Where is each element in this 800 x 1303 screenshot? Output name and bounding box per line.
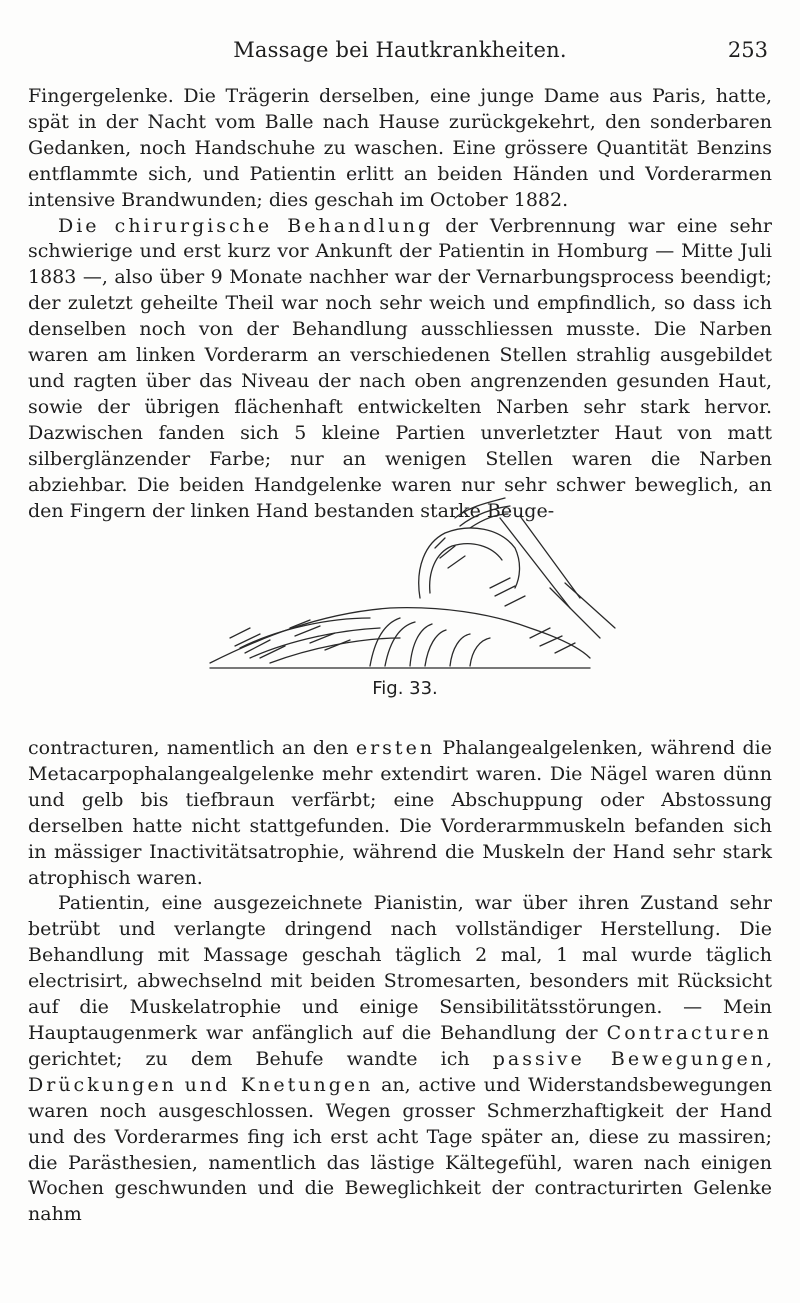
knuckle (410, 624, 432, 666)
page-number: 253 (727, 38, 768, 62)
wrist-line (520, 516, 580, 598)
knuckle (450, 634, 470, 666)
finger-line (270, 638, 400, 663)
paragraph-text: Fingergelenke. Die Trägerin derselben, eine junge Dame aus Paris, hatte, spät in der Nacht vom Balle nach Hause zurückgekehrt, den sonderbaren Gedanken, noch Handschuhe zu waschen. Eine grössere Quantität Benzins entflammte sich, und Patientin erlitt an beiden Händen und Vorderarmen intensive Brandwunden; dies geschah im October 1882. (28, 85, 772, 211)
shading (435, 538, 465, 568)
paragraph-text: , (765, 1047, 772, 1070)
paragraph-text: gerichtet; zu dem Behufe wandte ich (28, 1047, 493, 1070)
text-block-upper (28, 84, 772, 524)
spaced-emphasis: und Knetungen (184, 1073, 374, 1096)
paragraph-text: an, active und Widerstandsbewegungen waren noch ausgeschlossen. Wegen grosser Schmerzhaftigkeit der Hand und des Vorderarmes fing ich erst acht Tage später an, diese zu massiren; die Parästhesien, namentlich das lästige Kältegefühl, waren nach einigen Wochen geschwunden und die Beweglichkeit der contracturirten Gelenke nahm (28, 1073, 772, 1226)
spaced-emphasis: Die chirurgische Behandlung (58, 214, 434, 237)
paragraph-text: der Verbrennung war eine sehr schwierige und erst kurz vor Ankunft der Patientin in Homburg — Mitte Juli 1883 —, also über 9 Monate nachher war der Vernarbungsprocess beendigt; der zuletzt geheilte Theil war noch sehr weich und empfindlich, so dass ich denselben noch von der Behandlung ausschliessen musste. Die Narben waren am linken Vorderarm an verschiedenen Stellen strahlig ausgebildet und ragten über das Niveau der nach oben angrenzenden gesunden Haut, sowie der übrigen flächenhaft entwickelten Narben sehr stark hervor. Dazwischen fanden sich 5 kleine Partien unverletzter Haut von matt silberglänzender Farbe; nur an wenigen Stellen waren die Narben abziehbar. Die beiden Handgelenke waren nur sehr schwer beweglich, an den Fingern der linken Hand bestanden starke Beuge- (28, 214, 772, 522)
figure-33 (170, 488, 640, 713)
paragraph (28, 736, 772, 891)
figure-caption: Fig. 33. (372, 678, 438, 699)
shading (530, 628, 575, 653)
knuckle (370, 618, 400, 666)
shading (290, 620, 350, 650)
page-header (0, 38, 800, 68)
thumb-outline (430, 544, 502, 593)
paragraph-text: Patientin, eine ausgezeichnete Pianistin, war über ihren Zustand sehr betrübt und verlangte dringend nach vollständiger Herstellung. Die Behandlung mit Massage geschah täglich 2 mal, 1 mal wurde täglich electrisirt, abwechselnd mit beiden Stromesarten, besonders mit Rücksicht auf die Muskelatrophie und einige Sensibilitätsstörungen. — Mein Hauptaugenmerk war anfänglich auf die Behandlung der (28, 892, 772, 1044)
paragraph-text: Phalangealgelenken, während die Metacarpophalangealgelenke mehr extendirt waren. Die Nägel waren dünn und gelb bis tiefbraun verfärbt; eine Abschuppung oder Abstossung derselben hatte nicht stattgefunden. Die Vorderarmmuskeln befanden sich in mässiger Inactivitätsatrophie, während die Muskeln der Hand sehr stark atrophisch waren. (28, 737, 772, 889)
shading (490, 578, 525, 606)
spaced-emphasis: passive Bewegungen (492, 1047, 766, 1070)
spaced-emphasis: ersten (355, 737, 436, 759)
knuckle (425, 630, 446, 666)
thumb-outline (419, 528, 520, 598)
paragraph (28, 891, 772, 1228)
text-block-lower (28, 736, 772, 1228)
spaced-emphasis: Drückungen (28, 1073, 177, 1096)
paragraph (28, 84, 772, 214)
wrist-line (550, 588, 600, 638)
wrist-line (500, 518, 570, 608)
hand-illustration (170, 488, 640, 673)
wrist-line (565, 583, 615, 628)
thumb-tip (460, 506, 510, 526)
paragraph (28, 214, 772, 525)
spaced-emphasis: Contracturen (606, 1021, 772, 1044)
knuckle (470, 638, 490, 666)
running-title: Massage bei Hautkrankheiten. (233, 38, 567, 62)
paragraph-text: contracturen, namentlich an den (28, 737, 356, 759)
